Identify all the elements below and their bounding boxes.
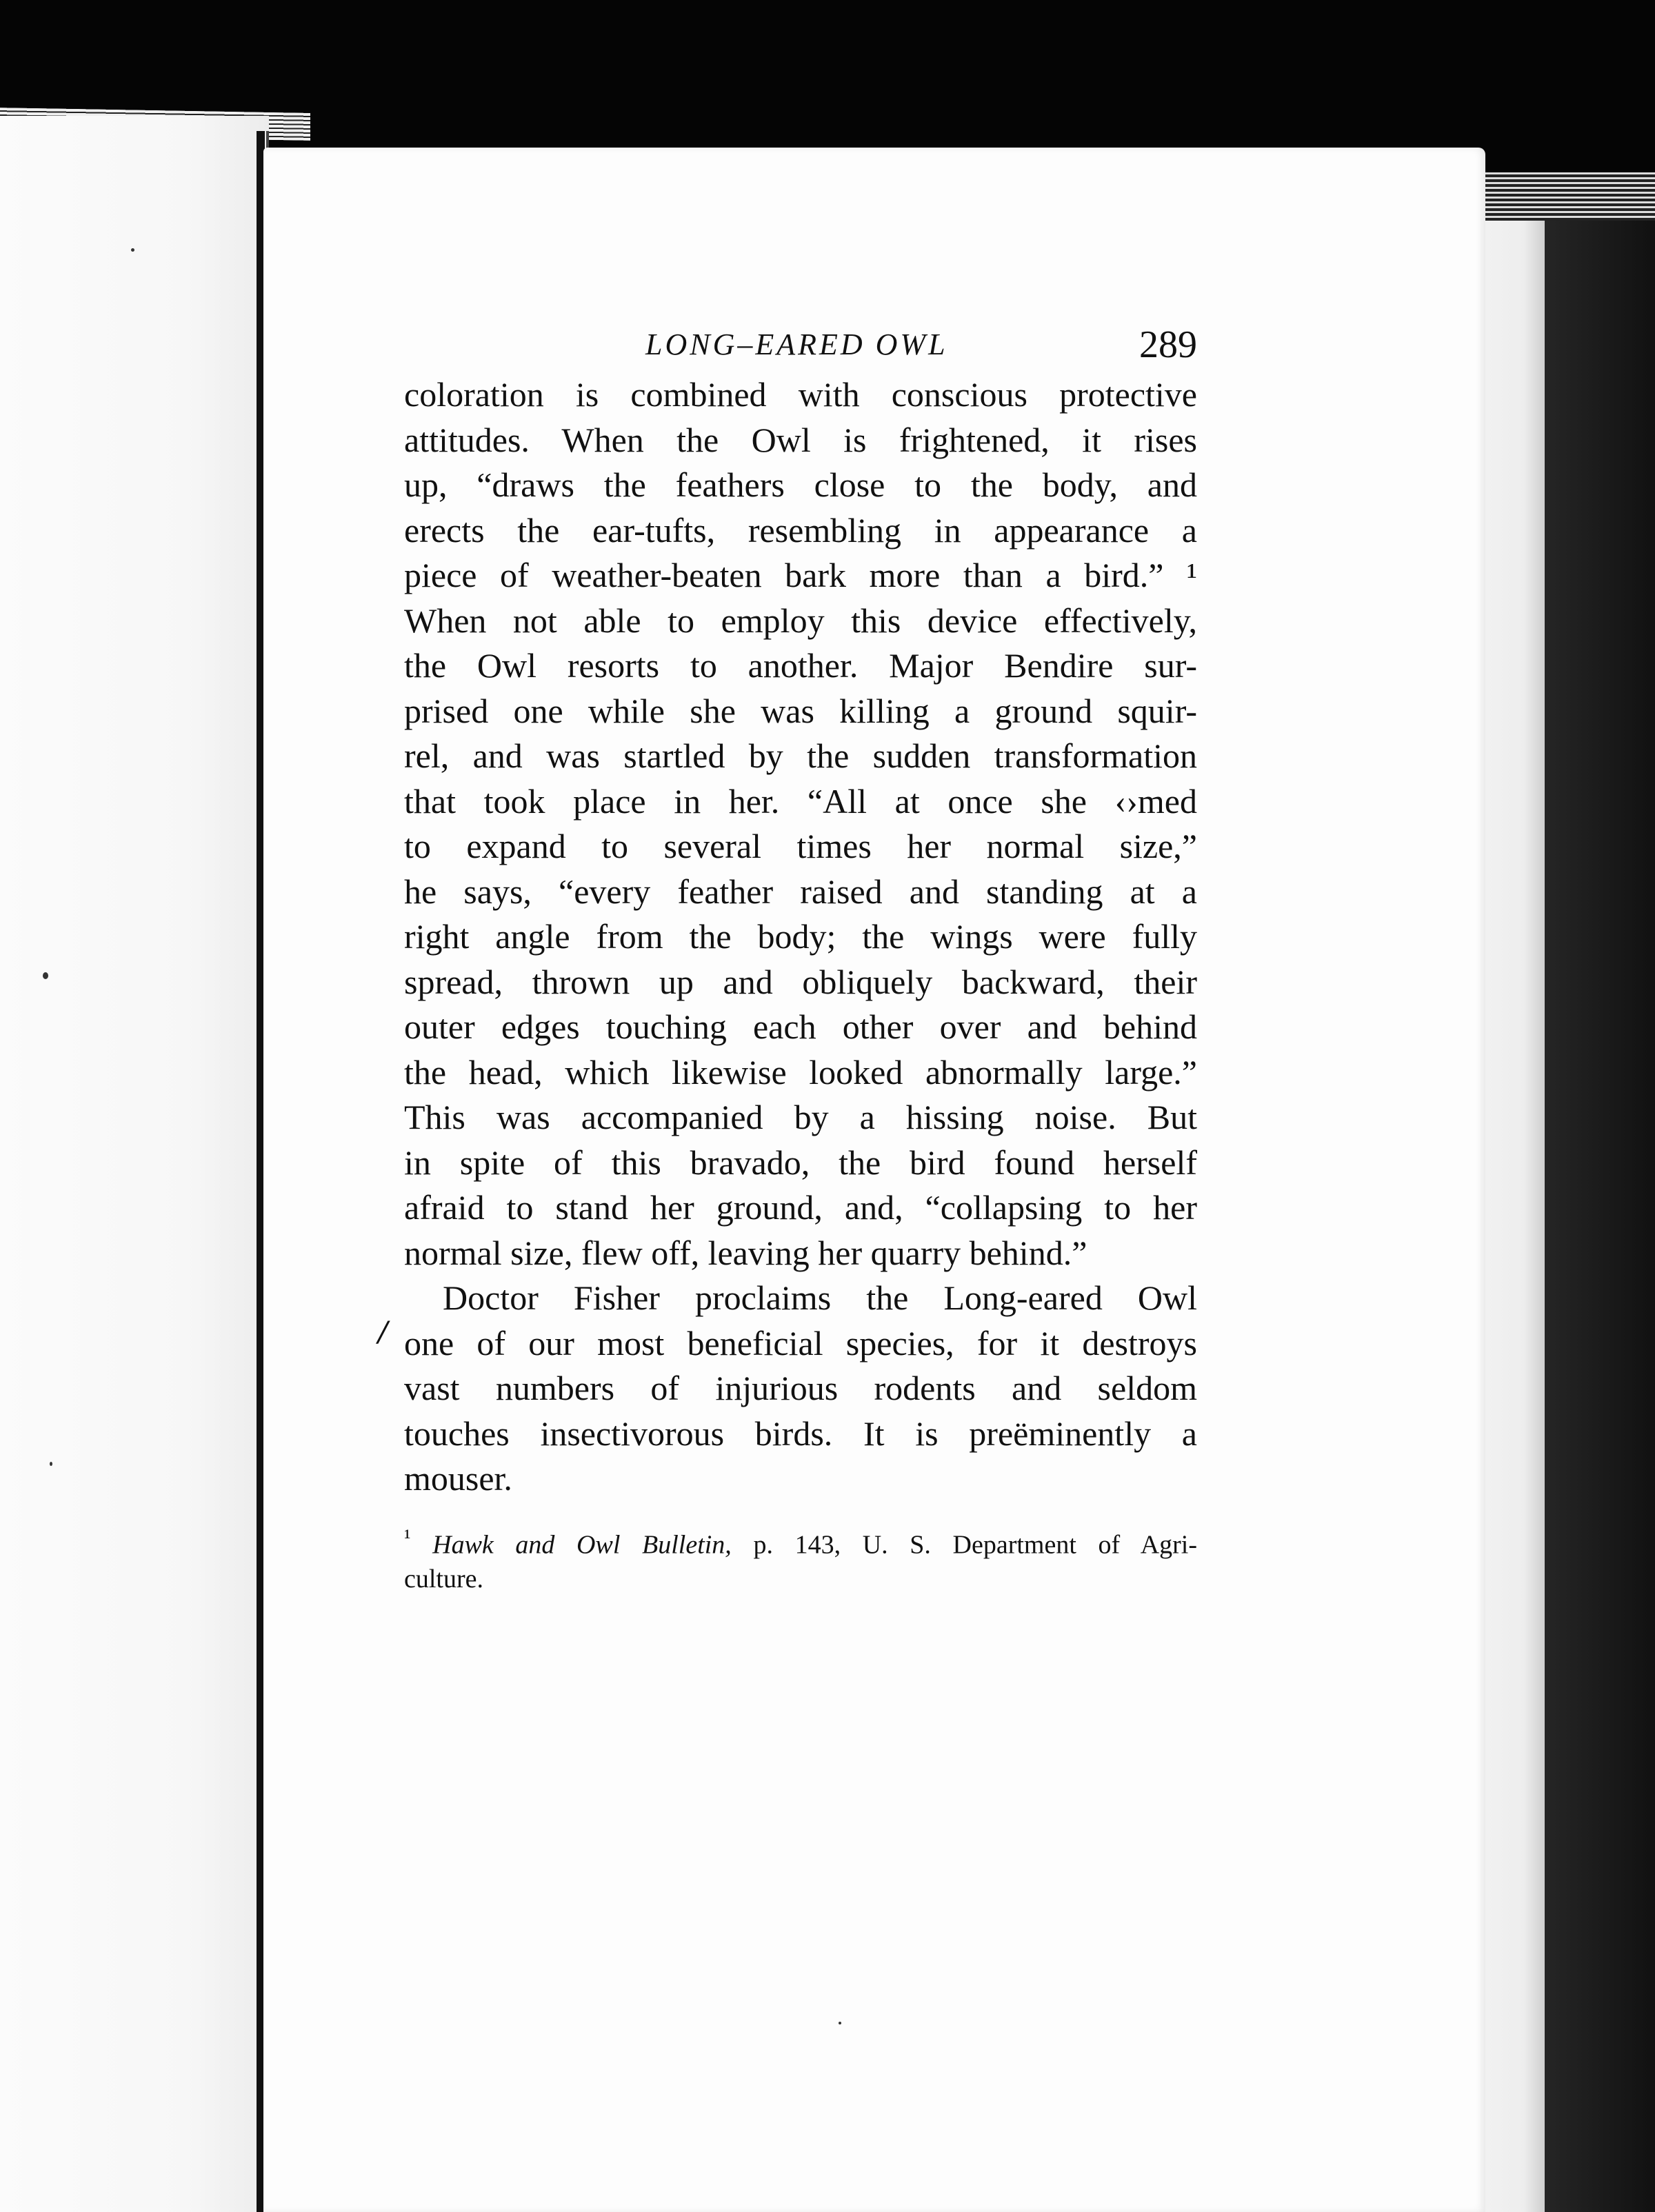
text-line: outer edges touching each other over and behind (404, 1007, 1197, 1046)
body-text (404, 372, 1197, 1502)
running-head: LONG–EARED OWL (645, 328, 948, 361)
text-line: rel, and was startled by the sudden transformation (404, 736, 1197, 775)
text-line: the Owl resorts to another. Major Bendire sur- (404, 646, 1197, 685)
text-line: that took place in her. “All at once she ‹›med (404, 781, 1197, 821)
dust-speck (131, 248, 134, 252)
footnote-marker: ¹ (404, 1524, 411, 1549)
page-text (404, 317, 1197, 1596)
page-number: 289 (1139, 323, 1197, 366)
text-line: right angle from the body; the wings were fully (404, 917, 1197, 956)
dust-speck (839, 2022, 841, 2024)
text-line: Doctor Fisher proclaims the Long-eared Owl (443, 1278, 1197, 1317)
text-line: spread, thrown up and obliquely backward, their (404, 962, 1197, 1001)
text-line: vast numbers of injurious rodents and seldom (404, 1369, 1197, 1407)
text-line: erects the ear-tufts, resembling in appearance a (404, 510, 1197, 550)
text-line: one of our most beneficial species, for it destroys (404, 1323, 1197, 1363)
footnote-line: culture. (404, 1565, 484, 1594)
text-line: prised one while she was killing a ground squir- (404, 691, 1197, 730)
text-line: coloration is combined with conscious protective (404, 375, 1197, 414)
text-line: afraid to stand her ground, and, “collapsing to her (404, 1188, 1197, 1227)
text-line: When not able to employ this device effectively, (404, 601, 1197, 640)
text-line: piece of weather-beaten bark more than a bird.” ¹ (404, 556, 1197, 594)
text-line: in spite of this bravado, the bird found herself (404, 1143, 1197, 1182)
page-header (404, 317, 1197, 372)
dust-speck (50, 1462, 52, 1466)
footnote-title: Hawk and Owl Bulletin, (432, 1530, 732, 1560)
book-edge-lines (1462, 172, 1655, 221)
text-line: normal size, flew off, leaving her quarry behind.” (404, 1233, 1087, 1272)
text-line: This was accompanied by a hissing noise. But (404, 1098, 1197, 1136)
text-line: mouser. (404, 1459, 512, 1498)
footnote-text: p. 143, U. S. Department of Agri- (731, 1530, 1197, 1560)
text-line: touches insectivorous birds. It is preëminently a (404, 1414, 1197, 1453)
text-line: to expand to several times her normal size,” (404, 827, 1197, 865)
margin-mark: / (378, 1312, 388, 1351)
text-line: the head, which likewise looked abnormally large.” (404, 1052, 1197, 1092)
facing-page (0, 116, 269, 2212)
text-line: attitudes. When the Owl is frightened, it rises (404, 420, 1197, 459)
text-line: up, “draws the feathers close to the body, and (404, 465, 1197, 504)
footnote (404, 1520, 1197, 1597)
text-line: he says, “every feather raised and standing at a (404, 872, 1197, 911)
dust-speck (43, 972, 48, 979)
footnote-line (404, 1520, 1197, 1562)
